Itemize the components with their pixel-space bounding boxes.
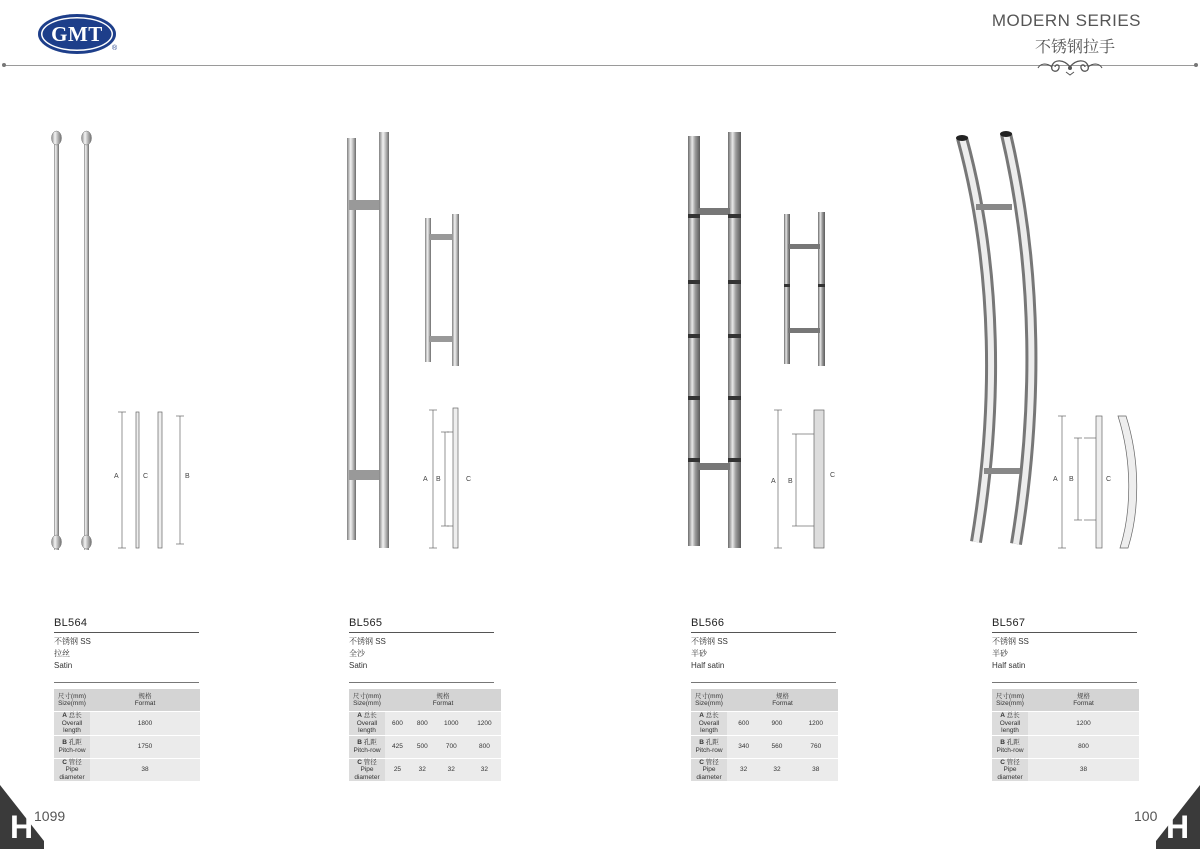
divider xyxy=(349,632,494,633)
spec-cell: 700 xyxy=(435,736,468,758)
spec-row-name-en: Pipe diameter xyxy=(696,766,722,781)
bl566-dimension-drawing xyxy=(774,410,824,548)
spec-row-name-en: Overall length xyxy=(61,719,83,734)
spec-row-label-cn xyxy=(349,712,385,720)
product-material: 不锈钢 SS xyxy=(349,637,386,646)
spec-header-size-cn: 尺寸(mm) xyxy=(694,692,724,700)
spec-cell: 32 xyxy=(435,759,468,782)
spec-row-label-cn xyxy=(691,759,727,767)
spec-row xyxy=(992,712,1139,735)
spec-header-format-en: Format xyxy=(1073,700,1094,707)
spec-header-size-cn: 尺寸(mm) xyxy=(57,692,87,700)
product-code: BL567 xyxy=(992,617,1026,629)
spec-row-name-en: Overall length xyxy=(999,719,1021,734)
product-code: BL564 xyxy=(54,617,88,629)
spec-table-bl567 xyxy=(992,688,1139,782)
spec-row-key: C xyxy=(1000,758,1005,766)
bl566-handle-small-photo xyxy=(784,212,825,366)
bl565-dimension-drawing xyxy=(429,408,458,548)
spec-row-name-cn: 孔距 xyxy=(363,739,377,746)
spec-row-label-cn xyxy=(349,759,385,767)
product-finish-en: Satin xyxy=(349,661,368,670)
spec-cell: 25 xyxy=(385,759,410,782)
divider xyxy=(992,632,1137,633)
spec-cell: 760 xyxy=(794,736,838,758)
spec-row-key: A xyxy=(699,712,704,719)
spec-cell: 900 xyxy=(760,712,793,735)
dim-label-c: C xyxy=(466,476,472,483)
spec-header-size xyxy=(691,689,727,711)
dim-label-b: B xyxy=(788,478,793,485)
spec-header-format-cn: 规格 xyxy=(138,692,152,700)
spec-row xyxy=(349,736,501,758)
spec-row-name-cn: 总长 xyxy=(705,712,719,719)
spec-header-format xyxy=(385,689,501,711)
spec-row-name-cn: 管径 xyxy=(363,758,377,766)
divider xyxy=(349,682,494,683)
spec-row-label xyxy=(992,736,1028,758)
bl567-handle-photo xyxy=(956,131,1031,544)
spec-row-name-en: Pitch-row xyxy=(58,746,86,754)
spec-header-size-en: Size(mm) xyxy=(996,700,1024,707)
product-finish-cn: 全沙 xyxy=(349,649,365,658)
spec-row-name-cn: 孔距 xyxy=(705,739,719,746)
spec-cell: 32 xyxy=(468,759,501,782)
page-number-left: 1099 xyxy=(34,808,66,824)
spec-header-row xyxy=(349,689,501,711)
bl566-handle-large-photo xyxy=(688,132,741,548)
spec-cell: 1000 xyxy=(435,712,468,735)
spec-row-name-en: Pitch-row xyxy=(353,746,381,754)
spec-cell: 1750 xyxy=(90,736,200,758)
spec-header-row xyxy=(54,689,200,711)
spec-row xyxy=(349,712,501,735)
spec-cell: 1800 xyxy=(90,712,200,735)
spec-row-name-en: Pipe diameter xyxy=(354,766,380,781)
spec-header-size xyxy=(992,689,1028,711)
spec-row-key: B xyxy=(1000,739,1005,746)
spec-row xyxy=(691,759,838,782)
spec-table-bl565 xyxy=(349,688,501,782)
spec-header-size-en: Size(mm) xyxy=(58,700,86,707)
spec-row xyxy=(992,759,1139,782)
spec-header-format-cn: 规格 xyxy=(1077,692,1090,700)
spec-row-name-cn: 管径 xyxy=(68,758,82,766)
dim-label-b: B xyxy=(436,476,441,483)
spec-header-format xyxy=(90,689,200,711)
spec-row-label xyxy=(691,736,727,758)
spec-cell: 1200 xyxy=(1028,712,1139,735)
spec-cell: 560 xyxy=(760,736,793,758)
spec-header-format-en: Format xyxy=(772,700,793,707)
spec-cell: 32 xyxy=(410,759,435,782)
spec-row-label-cn xyxy=(691,739,727,747)
ornament-icon xyxy=(1036,58,1104,76)
product-material: 不锈钢 SS xyxy=(54,637,91,646)
spec-row-name-en: Overall length xyxy=(698,719,720,734)
spec-row xyxy=(54,712,200,735)
section-letter-left: H xyxy=(10,809,34,845)
bl565-handle-small-photo xyxy=(425,214,459,366)
rule-end-dot xyxy=(2,63,6,67)
spec-header-size xyxy=(54,689,90,711)
spec-row-key: A xyxy=(62,712,67,719)
spec-cell: 800 xyxy=(1028,736,1139,758)
product-finish-cn: 半砂 xyxy=(691,649,707,658)
spec-cell: 32 xyxy=(760,759,793,782)
spec-row-label xyxy=(349,736,385,758)
spec-row-name-cn: 孔距 xyxy=(68,739,82,746)
spec-header-format xyxy=(727,689,838,711)
series-title-en: MODERN SERIES xyxy=(991,11,1141,30)
spec-cell: 340 xyxy=(727,736,760,758)
spec-row-label-cn xyxy=(992,712,1028,720)
spec-row-key: A xyxy=(1000,712,1005,719)
divider xyxy=(54,682,199,683)
product-spec xyxy=(349,636,497,672)
spec-row-name-cn: 总长 xyxy=(363,712,377,719)
spec-row-key: C xyxy=(699,758,704,766)
spec-row-name-en: Pipe diameter xyxy=(997,766,1023,781)
spec-header-size-cn: 尺寸(mm) xyxy=(352,692,382,700)
section-letter-right: H xyxy=(1166,809,1190,845)
registered-mark: ® xyxy=(112,45,118,52)
bl564-drawing xyxy=(40,120,200,560)
dim-label-c: C xyxy=(1106,476,1112,483)
header-rule xyxy=(4,65,1196,66)
spec-cell: 32 xyxy=(727,759,760,782)
spec-header-format-cn: 规格 xyxy=(776,692,789,700)
spec-row-key: C xyxy=(357,758,362,766)
spec-header-row xyxy=(691,689,838,711)
spec-row xyxy=(691,736,838,758)
spec-row-key: B xyxy=(699,739,704,746)
dim-label-a: A xyxy=(771,478,776,485)
spec-row-label-cn xyxy=(992,739,1028,747)
spec-row xyxy=(54,736,200,758)
bl567-drawing xyxy=(950,120,1140,560)
spec-cell: 1200 xyxy=(468,712,501,735)
spec-header-format-en: Format xyxy=(134,700,156,707)
spec-header-size xyxy=(349,689,385,711)
page-number-right: 100 xyxy=(1134,808,1158,824)
spec-row-label xyxy=(54,759,90,782)
spec-header-size-en: Size(mm) xyxy=(353,700,381,707)
divider xyxy=(54,632,199,633)
spec-table-bl566 xyxy=(691,688,838,782)
product-info-bl567 xyxy=(992,616,1140,672)
bl564-handle-photo xyxy=(52,131,92,550)
spec-row-name-cn: 孔距 xyxy=(1006,739,1020,746)
product-info-bl565 xyxy=(349,616,497,672)
rule-end-dot xyxy=(1194,63,1198,67)
spec-cell: 500 xyxy=(410,736,435,758)
spec-row xyxy=(691,712,838,735)
brand-logo xyxy=(38,14,120,56)
dim-label-a: A xyxy=(423,476,428,483)
bl565-handle-large-photo xyxy=(347,132,389,548)
dim-label-c: C xyxy=(830,472,836,479)
spec-header-row xyxy=(992,689,1139,711)
spec-row-label-cn xyxy=(54,739,90,747)
dim-label-b: B xyxy=(185,473,190,480)
spec-row-label-cn xyxy=(54,712,90,720)
spec-cell: 800 xyxy=(410,712,435,735)
spec-cell: 600 xyxy=(385,712,410,735)
spec-row-name-cn: 总长 xyxy=(68,712,82,719)
spec-cell: 38 xyxy=(90,759,200,782)
spec-row-label-cn xyxy=(349,739,385,747)
spec-row-name-en: Pipe diameter xyxy=(59,766,85,781)
spec-row-name-en: Overall length xyxy=(356,719,378,734)
product-info-bl566 xyxy=(691,616,839,672)
dim-label-c: C xyxy=(143,473,149,480)
spec-cell: 38 xyxy=(794,759,838,782)
brand-logo-text: GMT xyxy=(38,14,116,54)
spec-row-name-cn: 总长 xyxy=(1006,712,1020,719)
spec-row-label xyxy=(349,712,385,735)
product-finish-en: Half satin xyxy=(992,661,1026,670)
spec-row-label xyxy=(691,759,727,782)
spec-row-label xyxy=(349,759,385,782)
spec-row xyxy=(349,759,501,782)
spec-row-label-cn xyxy=(54,759,90,767)
spec-row-key: B xyxy=(62,739,67,746)
product-material: 不锈钢 SS xyxy=(691,637,728,646)
spec-row-key: A xyxy=(357,712,362,719)
spec-row-label-cn xyxy=(691,712,727,720)
product-code: BL565 xyxy=(349,617,383,629)
spec-header-format xyxy=(1028,689,1139,711)
dim-label-b: B xyxy=(1069,476,1074,483)
spec-row-name-en: Pitch-row xyxy=(695,746,723,754)
spec-table-bl564 xyxy=(54,688,200,782)
product-finish-en: Satin xyxy=(54,661,73,670)
spec-cell: 800 xyxy=(468,736,501,758)
spec-cell: 600 xyxy=(727,712,760,735)
product-spec xyxy=(992,636,1140,672)
product-material: 不锈钢 SS xyxy=(992,637,1029,646)
spec-row xyxy=(992,736,1139,758)
dim-label-a: A xyxy=(1053,476,1058,483)
spec-row-label xyxy=(992,759,1028,782)
bl566-drawing xyxy=(680,120,840,560)
spec-row-label xyxy=(54,736,90,758)
divider xyxy=(992,682,1137,683)
spec-row-label xyxy=(691,712,727,735)
product-finish-en: Half satin xyxy=(691,661,725,670)
spec-header-size-en: Size(mm) xyxy=(695,700,723,707)
spec-row-label xyxy=(992,712,1028,735)
spec-row-key: C xyxy=(62,758,67,766)
spec-header-format-cn: 规格 xyxy=(436,692,450,700)
product-code: BL566 xyxy=(691,617,725,629)
divider xyxy=(691,682,836,683)
spec-cell: 425 xyxy=(385,736,410,758)
product-finish-cn: 拉丝 xyxy=(54,649,70,658)
spec-cell: 1200 xyxy=(794,712,838,735)
product-spec xyxy=(54,636,202,672)
series-title-cn: 不锈钢拉手 xyxy=(1034,39,1115,56)
spec-header-format-en: Format xyxy=(432,700,454,707)
spec-row-name-en: Pitch-row xyxy=(996,746,1024,754)
spec-row-name-cn: 管径 xyxy=(1006,758,1020,766)
product-finish-cn: 半砂 xyxy=(992,649,1008,658)
spec-row xyxy=(54,759,200,782)
divider xyxy=(691,632,836,633)
bl564-dimension-drawing xyxy=(118,412,184,548)
product-info-bl564 xyxy=(54,616,202,672)
dim-label-a: A xyxy=(114,473,119,480)
spec-row-name-cn: 管径 xyxy=(705,758,719,766)
spec-row-label xyxy=(54,712,90,735)
spec-cell: 38 xyxy=(1028,759,1139,782)
spec-header-size-cn: 尺寸(mm) xyxy=(995,692,1025,700)
bl565-drawing xyxy=(335,120,495,560)
product-spec xyxy=(691,636,839,672)
spec-row-key: B xyxy=(357,739,362,746)
spec-row-label-cn xyxy=(992,759,1028,767)
